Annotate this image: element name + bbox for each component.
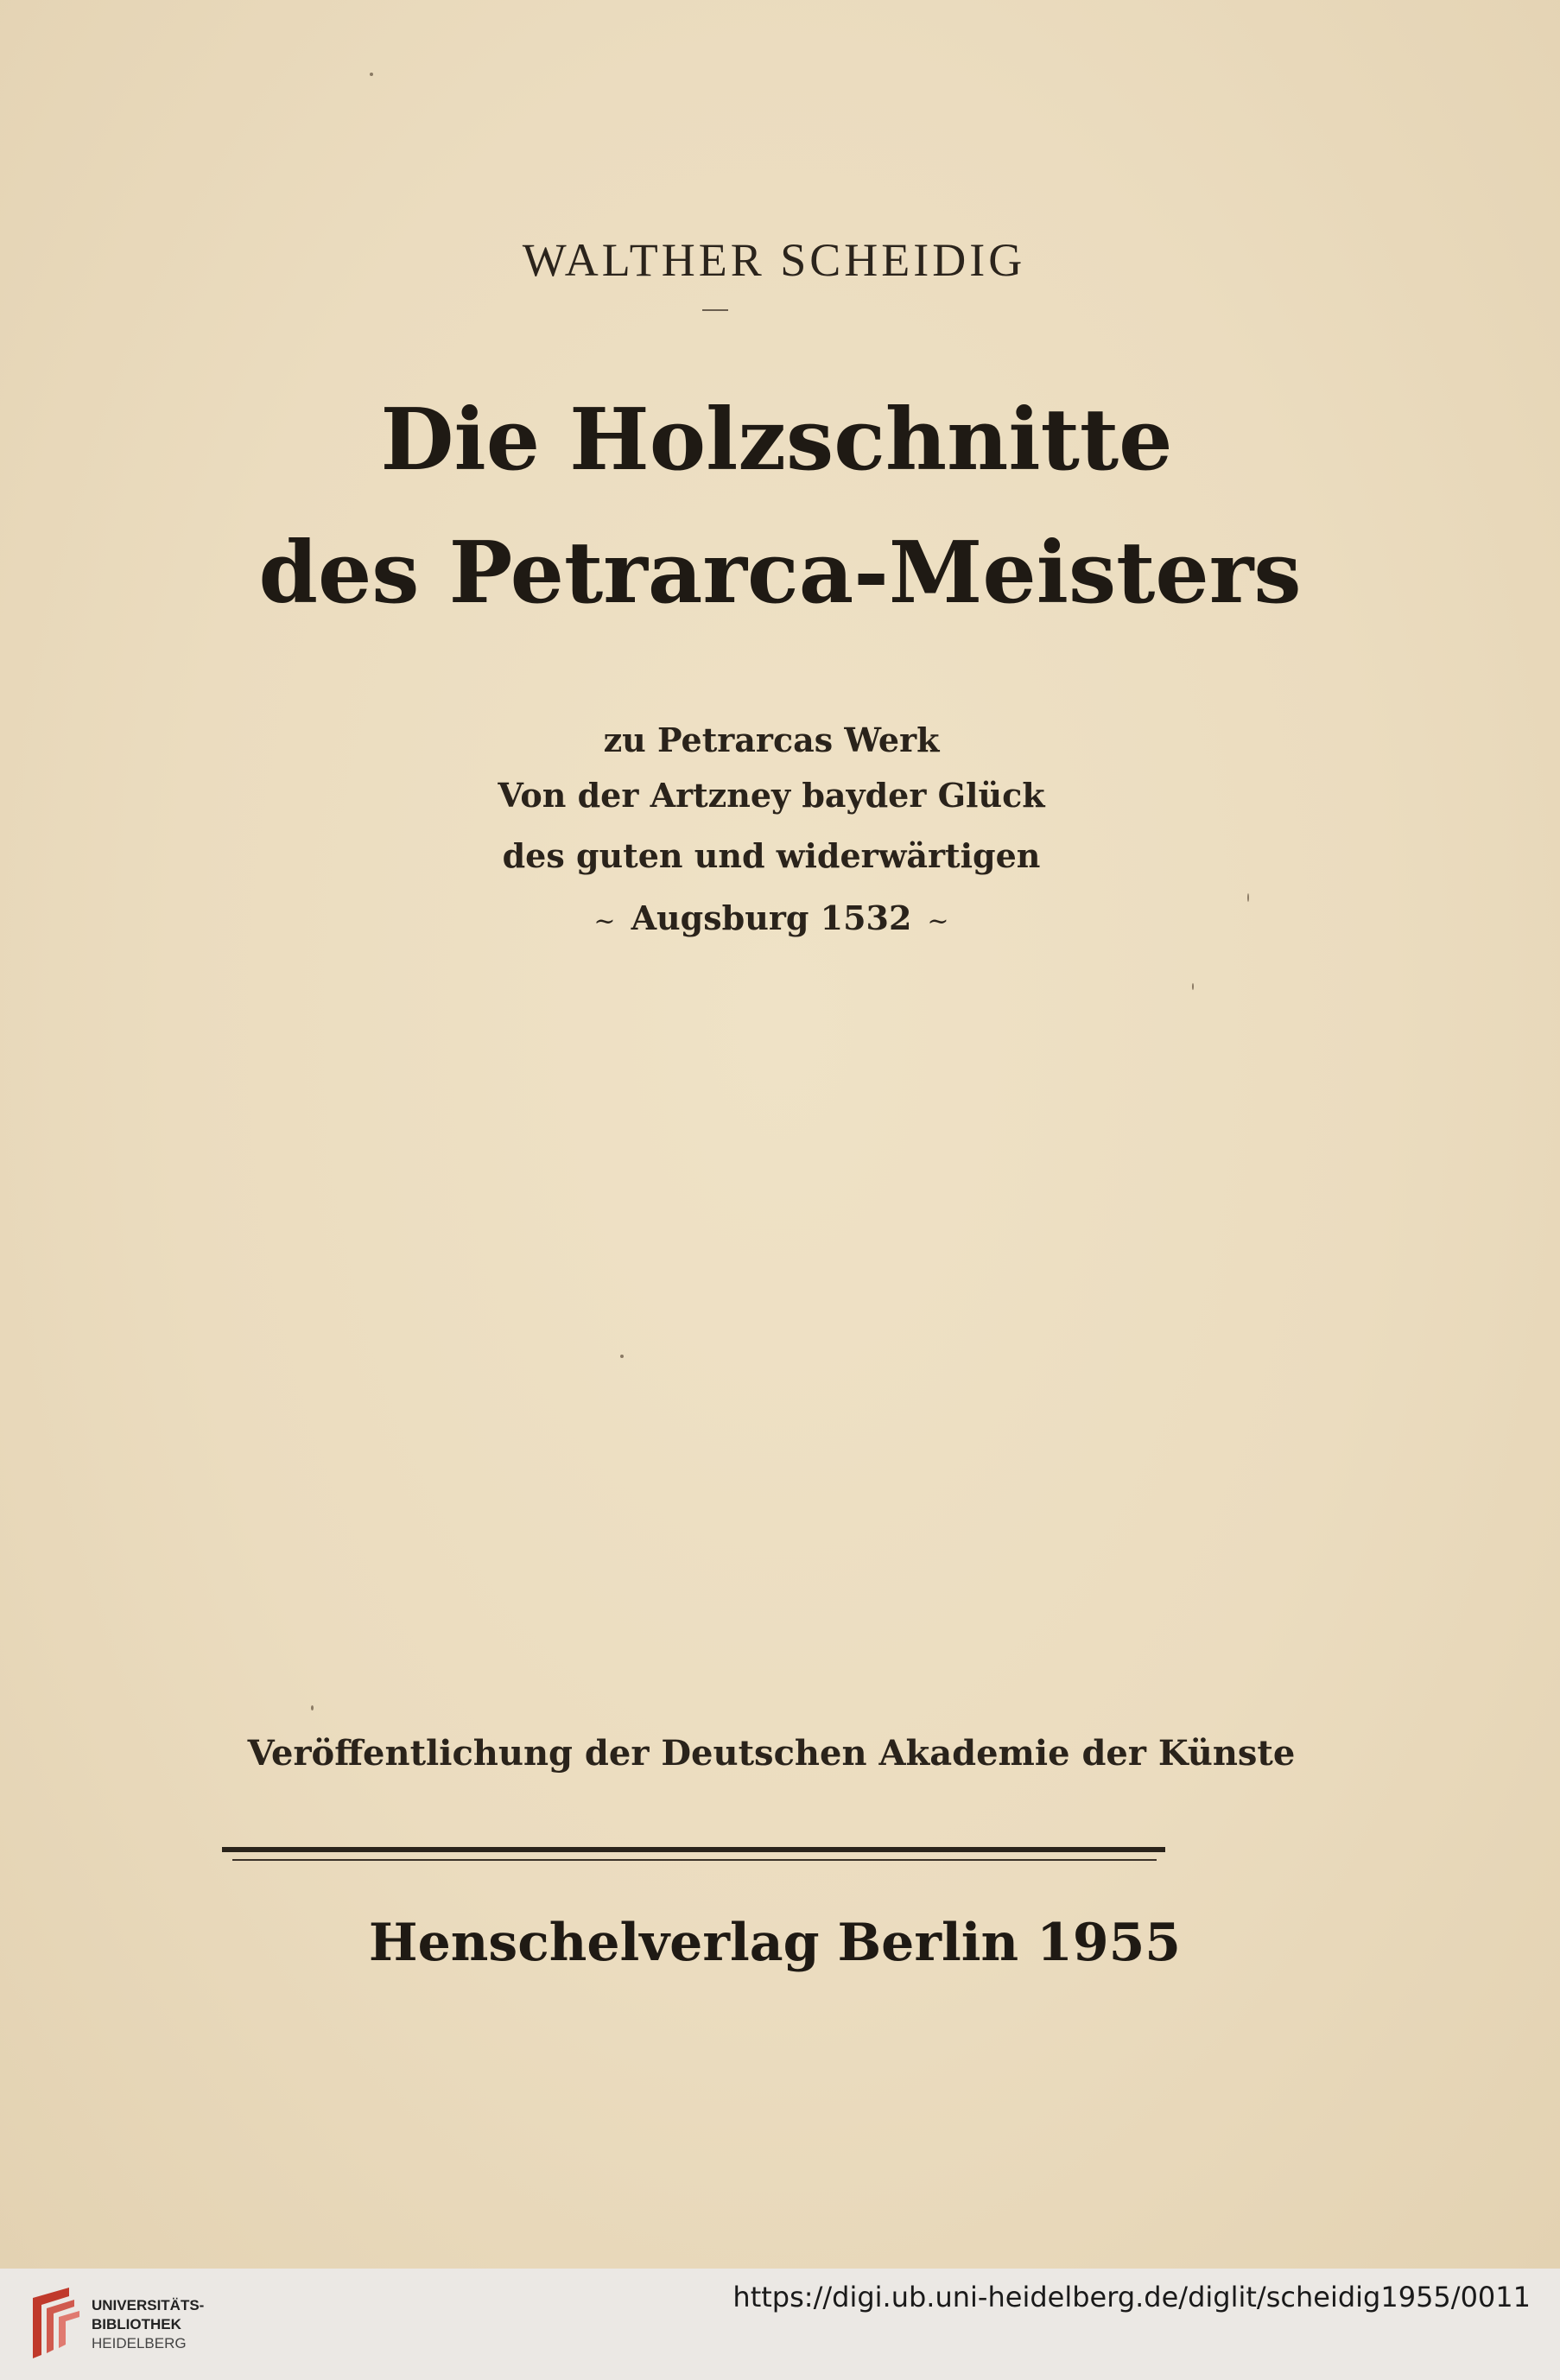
paper-speck (1247, 893, 1249, 902)
paper-speck (311, 1705, 314, 1710)
author-name: WALTHER SCHEIDIG (522, 234, 1026, 286)
paper-speck (620, 1355, 624, 1358)
subtitle-line-1: zu Petrarcas Werk (603, 720, 940, 759)
library-logo-icon (17, 2281, 86, 2367)
ornament-left-icon: ~ (593, 906, 616, 936)
library-name-line-3: HEIDELBERG (92, 2335, 187, 2351)
series-note: Veröffentlichung der Deutschen Akademie der Künste (247, 1733, 1296, 1774)
library-name-line-2: BIBLIOTHEK (92, 2316, 181, 2332)
double-rule-top (222, 1847, 1165, 1852)
library-name (92, 2296, 204, 2353)
library-name-line-1: UNIVERSITÄTS- (92, 2297, 205, 2313)
paper-speck (1192, 983, 1194, 990)
subtitle-line-4 (0, 898, 1551, 937)
double-rule-bottom (232, 1859, 1157, 1861)
permalink-url[interactable]: https://digi.ub.uni-heidelberg.de/diglit/scheidig1955/0011 (732, 2281, 1531, 2313)
subtitle-line-3: des guten und widerwärtigen (502, 836, 1041, 875)
title-line-2: des Petrarca-Meisters (258, 524, 1302, 623)
subtitle-line-2: Von der Artzney bayder Glück (498, 776, 1045, 815)
author-divider (702, 309, 728, 311)
title-line-1: Die Holzschnitte (380, 390, 1173, 490)
paper-speck (370, 73, 373, 76)
publisher-imprint: Henschelverlag Berlin 1955 (368, 1913, 1182, 1973)
ornament-right-icon: ~ (927, 906, 949, 936)
place-date: Augsburg 1532 (631, 898, 912, 937)
